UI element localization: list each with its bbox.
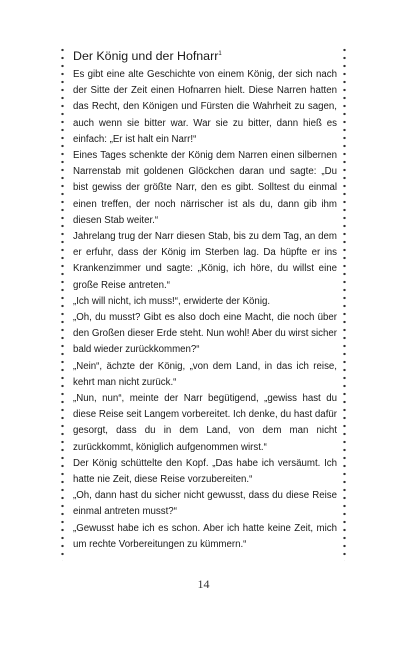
story-title bbox=[73, 48, 337, 64]
paragraph: „Oh, du musst? Gibt es also doch eine Macht, die noch über den Großen dieser Erde steht. Nun wohl! Aber du wirst sicher bald wieder zurückkommen?“ bbox=[73, 312, 337, 356]
dotted-border-left bbox=[61, 46, 64, 561]
paragraph: „Ich will nicht, ich muss!“, erwiderte der König. bbox=[73, 295, 271, 307]
paragraph: „Nein“, ächzte der König, „von dem Land, in das ich reise, kehrt man nicht zurück.“ bbox=[73, 360, 337, 388]
paragraph: Es gibt eine alte Geschichte von einem König, der sich nach der Sitte der Zeit einen Hofnarren hielt. Diese Narren hatten das Recht, den Königen und Fürsten die Wahrheit zu sagen, auch wenn sie bitter war. War sie zu bitter, dann hieß es einfach: „Er ist halt ein Narr!“ bbox=[73, 69, 337, 145]
paragraph: Jahrelang trug der Narr diesen Stab, bis zu dem Tag, an dem er erfuhr, dass der König im Sterben lag. Da hüpfte er ins Krankenzimmer und sagte: „König, ich höre, du willst eine große Reise antreten.“ bbox=[73, 231, 337, 291]
story-title-text: Der König und der Hofnarr bbox=[73, 49, 219, 63]
dotted-border-right bbox=[343, 46, 346, 561]
story-text-block bbox=[73, 48, 337, 553]
paragraph: „Gewusst habe ich es schon. Aber ich hatte keine Zeit, mich um rechte Vorbereitungen zu kümmern.“ bbox=[73, 522, 337, 550]
paragraph: „Oh, dann hast du sicher nicht gewusst, dass du diese Reise einmal antreten musst?“ bbox=[73, 490, 337, 518]
paragraph: „Nun, nun“, meinte der Narr begütigend, „gewiss hast du diese Reise seit Langem vorbereitet. Ich denke, du hast dafür gesorgt, dass du in dem Land, von dem man nicht zurückkommt, königlich aufgenommen wirst.“ bbox=[73, 393, 337, 453]
paragraph: Der König schüttelte den Kopf. „Das habe ich versäumt. Ich hatte nie Zeit, diese Reise vorzubereiten.“ bbox=[73, 457, 337, 486]
page-number: 14 bbox=[197, 577, 210, 591]
title-footnote-marker: 1 bbox=[218, 50, 222, 57]
paragraph: Eines Tages schenkte der König dem Narren einen silbernen Narrenstab mit goldenen Glöckchen daran und sagte: „Du bist gewiss der größte Narr, den es gibt. Solltest du einmal einen treffen, der noch närrischer ist als du, dann gib ihm diesen Stab weiter.“ bbox=[73, 150, 337, 226]
